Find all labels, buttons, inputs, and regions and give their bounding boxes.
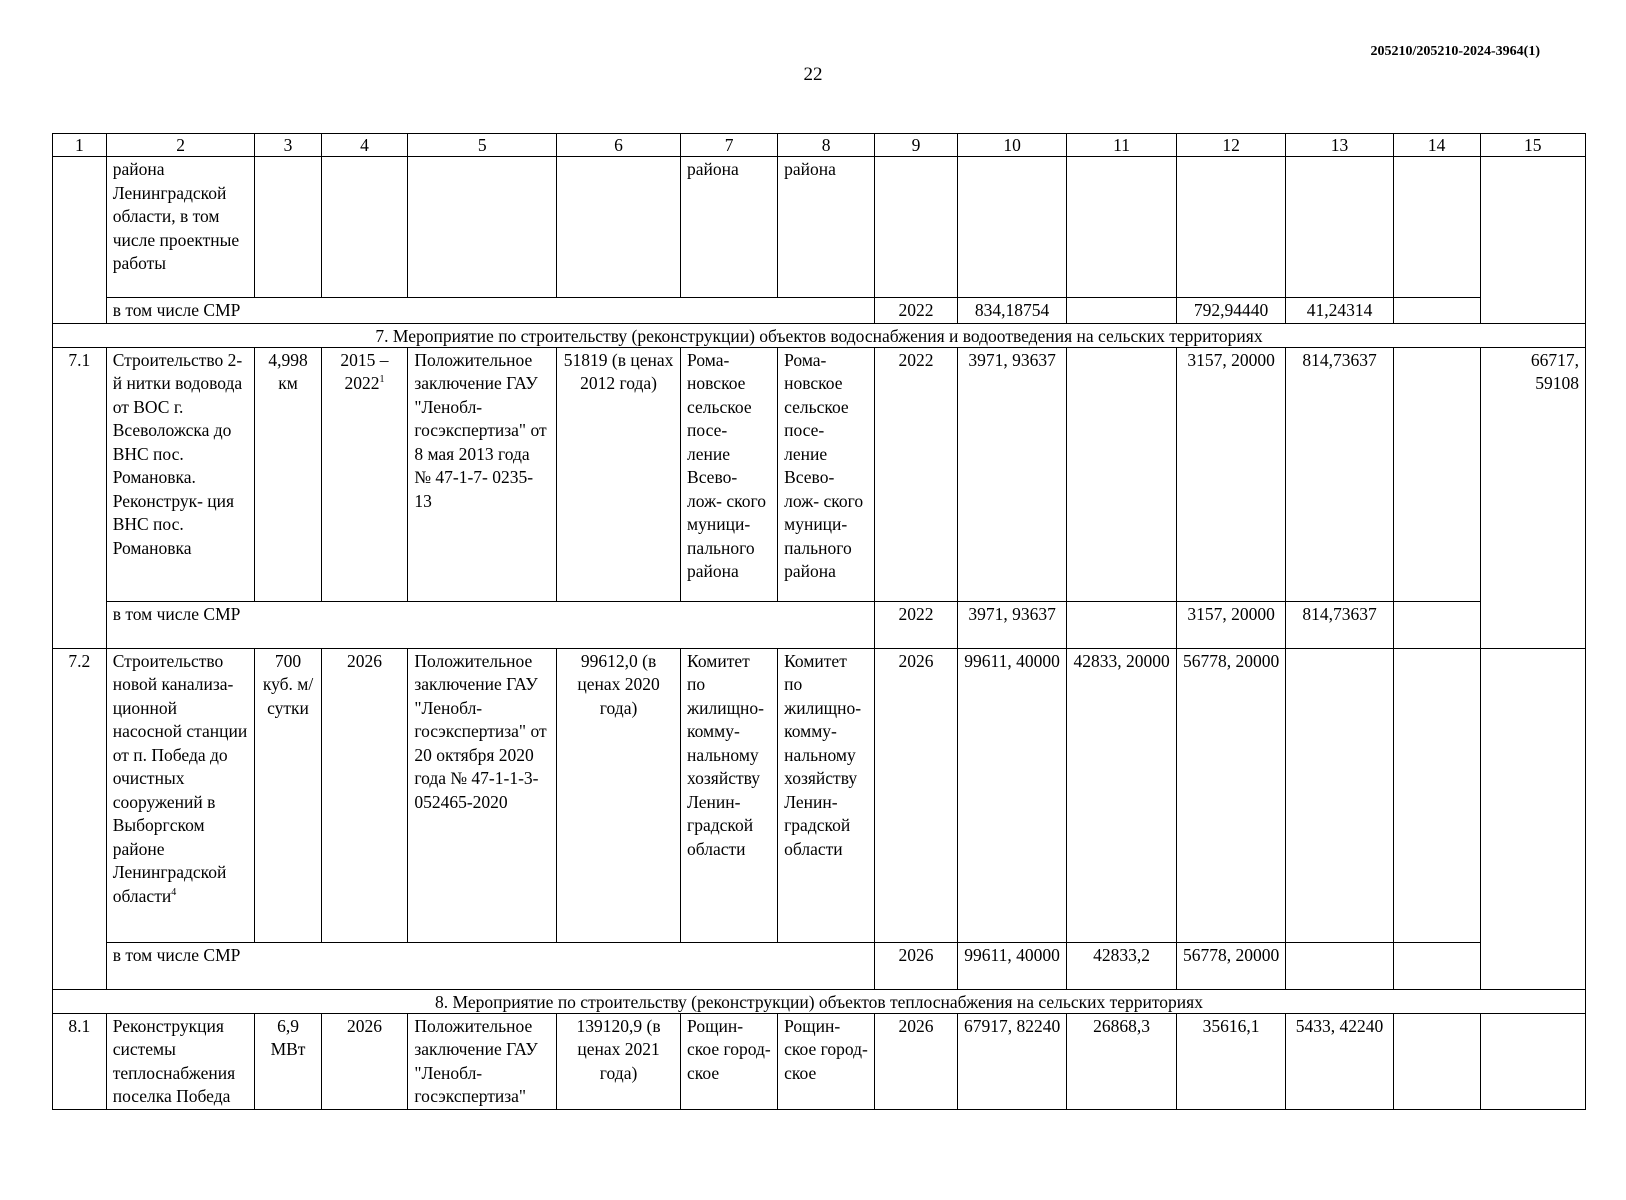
section-title: 8. Мероприятие по строительству (реконструкции) объектов теплоснабжения на сельских территориях [53,989,1586,1013]
row-number-cell: 8.1 [53,1013,107,1109]
column-number: 13 [1286,134,1393,157]
remaining-cell [1480,1013,1586,1109]
total-cell: 3971, 93637 [957,601,1066,648]
remaining-cell [1480,157,1586,324]
column-number: 3 [255,134,321,157]
regional-cell: 3157, 20000 [1176,601,1285,648]
federal-cell [1067,601,1176,648]
cost-cell: 139120,9 (в ценах 2021 года) [557,1013,681,1109]
customer-cell: Комитет по жилищно- комму- нальному хозяйству Ленин- градской области [681,648,778,942]
local-cell: 5433, 42240 [1286,1013,1393,1109]
total-cell: 3971, 93637 [957,347,1066,601]
column-number: 7 [681,134,778,157]
federal-cell [1067,157,1176,298]
section-title: 7. Мероприятие по строительству (реконструкции) объектов водоснабжения и водоотведения на сельских территориях [53,323,1586,347]
footnote-mark: 1 [379,374,385,386]
owner-cell: Рощин- ское город- ское [778,1013,875,1109]
smr-label: в том числе СМР [106,601,875,648]
local-cell [1286,648,1393,942]
table-row [53,648,1586,942]
years-cell [321,347,408,601]
column-number: 14 [1393,134,1480,157]
row-number-cell: 7.1 [53,347,107,648]
total-cell: 67917, 82240 [957,1013,1066,1109]
total-cell: 834,18754 [957,298,1066,324]
remaining-cell [1480,648,1586,989]
column-number: 12 [1176,134,1285,157]
years-cell: 2026 [321,648,408,942]
capacity-cell: 6,9 МВт [255,1013,321,1109]
local-cell: 814,73637 [1286,601,1393,648]
federal-cell: 42833,2 [1067,942,1176,989]
section-row [53,323,1586,347]
column-number-row [53,134,1586,157]
footnote-mark: 4 [171,886,177,898]
local-cell: 41,24314 [1286,298,1393,324]
row-number-cell [53,157,107,324]
expertise-cell [408,157,557,298]
column-number: 5 [408,134,557,157]
column-number: 9 [875,134,958,157]
column-number: 11 [1067,134,1176,157]
capacity-cell: 700 куб. м/ сутки [255,648,321,942]
table-row [53,347,1586,601]
other-cell [1393,298,1480,324]
year-cell [875,157,958,298]
table-row [53,157,1586,298]
federal-cell [1067,298,1176,324]
row-number-cell: 7.2 [53,648,107,989]
local-cell [1286,157,1393,298]
cost-cell: 99612,0 (в ценах 2020 года) [557,648,681,942]
federal-cell: 42833, 20000 [1067,648,1176,942]
object-name-cell: Строительство 2-й нитки водовода от ВОС г. Всеволожска до ВНС пос. Романовка. Реконструк- ция ВНС пос. Романовка [106,347,255,601]
other-cell [1393,157,1480,298]
other-cell [1393,942,1480,989]
year-cell: 2022 [875,601,958,648]
customer-cell: района [681,157,778,298]
column-number: 15 [1480,134,1586,157]
remaining-cell: 66717, 59108 [1480,347,1586,648]
other-cell [1393,1013,1480,1109]
smr-row [53,601,1586,648]
total-cell: 99611, 40000 [957,942,1066,989]
years-text: 2015 – 2022 [340,349,389,393]
document-id: 205210/205210-2024-3964(1) [1370,44,1540,59]
owner-cell: Комитет по жилищно- комму- нальному хозяйству Ленин- градской области [778,648,875,942]
smr-row [53,942,1586,989]
year-cell: 2022 [875,347,958,601]
section-row [53,989,1586,1013]
owner-cell: района [778,157,875,298]
customer-cell: Рома- новское сельское посе- ление Всево- лож- ского муници- пального района [681,347,778,601]
total-cell: 99611, 40000 [957,648,1066,942]
column-number: 2 [106,134,255,157]
federal-cell [1067,347,1176,601]
column-number: 4 [321,134,408,157]
regional-cell [1176,157,1285,298]
table-row [53,1013,1586,1109]
other-cell [1393,648,1480,942]
other-cell [1393,601,1480,648]
capacity-cell [255,157,321,298]
smr-label: в том числе СМР [106,942,875,989]
object-name-cell: района Ленинградской области, в том числе проектные работы [106,157,255,298]
customer-cell: Рощин- ское город- ское [681,1013,778,1109]
object-name-cell: Реконструкция системы теплоснабжения поселка Победа [106,1013,255,1109]
program-table [52,133,1586,1110]
cost-cell [557,157,681,298]
local-cell: 814,73637 [1286,347,1393,601]
smr-row [53,298,1586,324]
smr-label: в том числе СМР [106,298,875,324]
year-cell: 2022 [875,298,958,324]
years-cell [321,157,408,298]
year-cell: 2026 [875,648,958,942]
column-number: 1 [53,134,107,157]
column-number: 10 [957,134,1066,157]
column-number: 6 [557,134,681,157]
capacity-cell: 4,998 км [255,347,321,601]
years-cell: 2026 [321,1013,408,1109]
expertise-cell: Положительное заключение ГАУ "Ленобл- госэкспертиза" от 8 мая 2013 года № 47-1-7- 0235-13 [408,347,557,601]
expertise-cell: Положительное заключение ГАУ "Ленобл- госэкспертиза" от 20 октября 2020 года № 47-1-1-3- 052465-2020 [408,648,557,942]
regional-cell: 56778, 20000 [1176,648,1285,942]
cost-cell: 51819 (в ценах 2012 года) [557,347,681,601]
object-name-cell [106,648,255,942]
regional-cell: 56778, 20000 [1176,942,1285,989]
regional-cell: 3157, 20000 [1176,347,1285,601]
local-cell [1286,942,1393,989]
owner-cell: Рома- новское сельское посе- ление Всево- лож- ского муници- пального района [778,347,875,601]
year-cell: 2026 [875,1013,958,1109]
federal-cell: 26868,3 [1067,1013,1176,1109]
regional-cell: 35616,1 [1176,1013,1285,1109]
other-cell [1393,347,1480,601]
object-name-text: Строительство новой канализа- ционной насосной станции от п. Победа до очистных сооружений в Выборгском районе Ленинградской области [112,650,248,906]
page-number: 22 [803,64,823,85]
expertise-cell: Положительное заключение ГАУ "Ленобл- госэкспертиза" [408,1013,557,1109]
regional-cell: 792,94440 [1176,298,1285,324]
total-cell [957,157,1066,298]
year-cell: 2026 [875,942,958,989]
column-number: 8 [778,134,875,157]
